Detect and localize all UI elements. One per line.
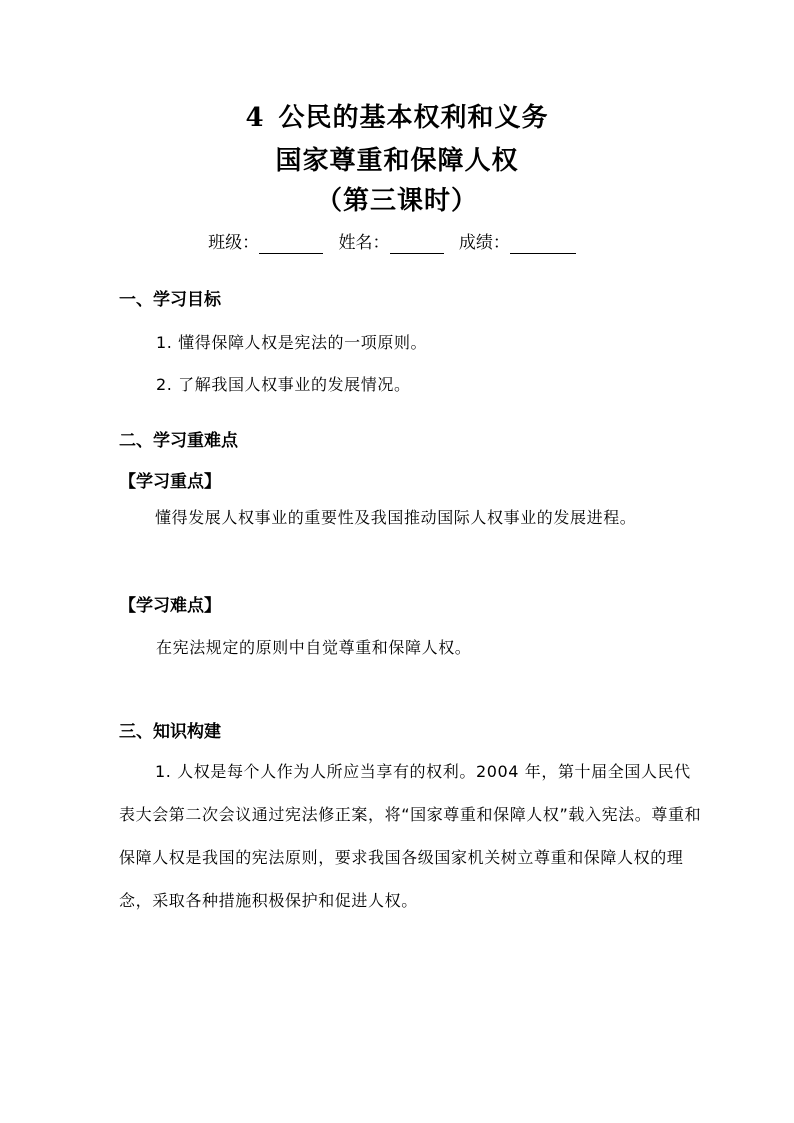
key-point-text: 懂得发展人权事业的重要性及我国推动国际人权事业的发展进程。 [155,508,637,527]
section-1-heading: 一、学习目标 [119,290,221,310]
objective-item-2: 2. 了解我国人权事业的发展情况。 [156,375,411,394]
key-point-label: 【学习重点】 [119,472,221,492]
title-line-2: 国家尊重和保障人权 [275,146,519,176]
score-label: 成绩： [458,233,510,253]
lesson-number: 4 [245,103,265,133]
difficulty-label: 【学习难点】 [119,596,221,616]
section-3-heading: 三、知识构建 [119,722,221,742]
objective-item-1: 1. 懂得保障人权是宪法的一项原则。 [156,333,428,352]
section-2-heading: 二、学习重难点 [119,431,238,451]
class-blank[interactable] [259,233,323,254]
title-line-3: （第三课时） [315,186,478,216]
title-line-1 [0,101,794,135]
difficulty-text: 在宪法规定的原则中自觉尊重和保障人权。 [156,638,472,657]
score-blank[interactable] [510,233,576,254]
student-info-line [0,228,794,258]
name-blank[interactable] [390,233,444,254]
class-label: 班级： [208,233,260,253]
name-label: 姓名： [338,233,390,253]
lesson-title: 公民的基本权利和义务 [278,103,549,133]
knowledge-paragraph: 1. 人权是每个人作为人所应当享有的权利。2004 年，第十届全国人民代表大会第二次会议通过宪法修正案，将“国家尊重和保障人权”载入宪法。尊重和保障人权是我国的宪法原则，要求我国各级国家机关树立尊重和保障人权的理念，采取各种措施积极保护和促进人权。 [119,762,702,910]
